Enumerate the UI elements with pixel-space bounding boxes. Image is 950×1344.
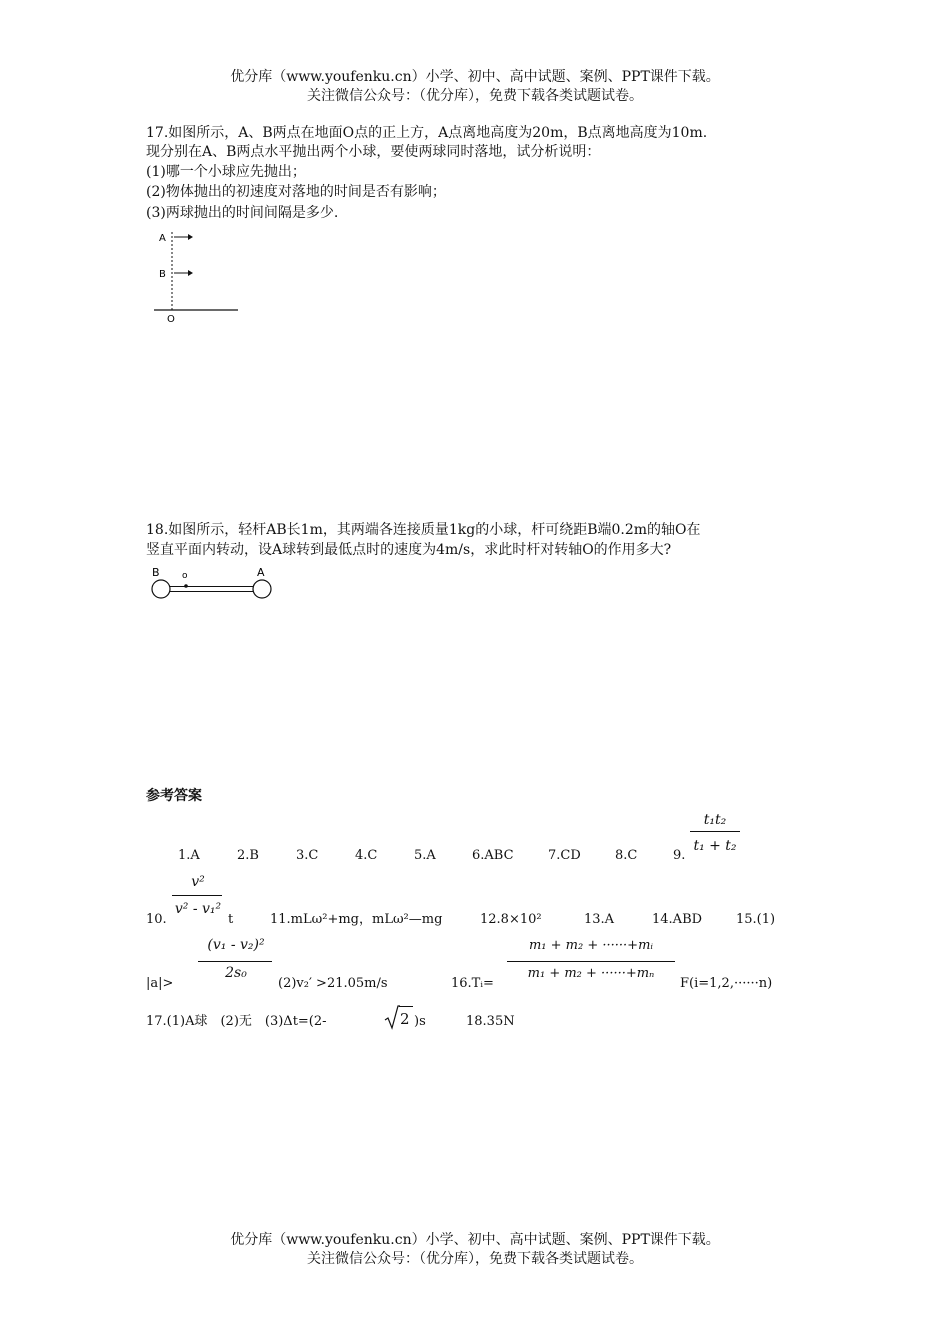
answer-16-numerator: m₁ + m₂ + ······+mᵢ [528,938,654,953]
axis-o-icon [184,584,188,588]
footer-line-2: 关注微信公众号：（优分库），免费下载各类试题试卷。 [307,1251,643,1267]
sqrt-sign-icon [384,1004,400,1030]
answer-15-prefix: |a|> [146,976,174,991]
q18-line-2: 竖直平面内转动，设A球转到最低点时的速度为4m/s，求此时杆对转轴O的作用多大? [146,542,672,558]
sqrt-bar [399,1006,413,1007]
answer-5: 5.A [414,848,436,863]
answer-13: 13.A [584,912,615,927]
answer-2: 2.B [237,848,259,863]
q17-line-2: 现分别在A、B两点水平抛出两个小球，要使两球同时落地，试分析说明： [146,144,601,160]
label-b: B [159,269,166,280]
q18-line-1: 18.如图所示，轻杆AB长1m，其两端各连接质量1kg的小球，杆可绕距B端0.2m的轴O在 [146,522,701,538]
fraction-bar [198,961,272,962]
answer-1: 1.A [178,848,200,863]
header-line-1: 优分库（www.youfenku.cn）小学、初中、高中试题、案例、PPT课件下载。 [230,69,720,85]
answer-16-tail: F(i=1,2,······n) [680,976,773,991]
answer-18: 18.35N [466,1014,515,1029]
answer-11: 11.mLω²+mg，mLω²—mg [270,912,443,927]
answer-15-numerator: (v₁ - v₂)² [207,937,265,953]
ball-a-icon [253,580,271,598]
q17-sub-2: (2)物体抛出的初速度对落地的时间是否有影响； [146,184,446,200]
label-b: B [152,566,160,579]
answer-16-prefix: 16.Tᵢ= [451,976,494,991]
answer-16-denominator: m₁ + m₂ + ······+mₙ [527,966,655,981]
arrow-b-head-icon [188,270,193,276]
q17-line-1: 17.如图所示，A、B两点在地面O点的正上方，A点离地高度为20m，B点离地高度为10m. [146,125,708,141]
q18-figure [146,563,276,605]
answer-8: 8.C [615,848,638,863]
answer-10-prefix: 10. [146,912,167,927]
answer-15-start: 15.(1) [736,912,776,927]
answer-17-b: )s [414,1014,426,1029]
answers-title: 参考答案 [146,788,202,804]
answer-17-sqrt-value: 2 [400,1010,410,1028]
label-a: A [159,233,166,244]
answer-3: 3.C [296,848,319,863]
answer-9-numerator: t₁t₂ [703,812,727,828]
answer-6: 6.ABC [472,848,514,863]
q17-figure [150,226,245,326]
answer-14: 14.ABD [652,912,703,927]
answer-12: 12.8×10² [480,912,542,927]
header-line-2: 关注微信公众号：（优分库），免费下载各类试题试卷。 [307,88,643,104]
q17-sub-1: (1)哪一个小球应先抛出； [146,164,306,180]
footer-line-1: 优分库（www.youfenku.cn）小学、初中、高中试题、案例、PPT课件下载。 [230,1232,720,1248]
arrow-a-head-icon [188,234,193,240]
answer-15-denominator: 2s₀ [225,965,247,981]
label-o: o [182,571,188,581]
answer-10-numerator: v² [191,874,205,890]
fraction-bar [507,961,675,962]
answer-9: 9. [673,848,686,863]
label-o: O [167,314,175,325]
fraction-bar [690,831,740,832]
answer-4: 4.C [355,848,378,863]
fraction-bar [172,895,222,896]
answer-9-denominator: t₁ + t₂ [693,838,737,854]
label-a: A [257,566,265,579]
answer-15-part2: (2)v₂′ >21.05m/s [278,976,388,991]
answer-10-denominator: v² - v₁² [174,901,222,917]
q17-sub-3: (3)两球抛出的时间间隔是多少. [146,205,339,221]
answer-7: 7.CD [548,848,581,863]
ball-b-icon [152,580,170,598]
answer-10-t: t [228,912,234,927]
answer-17-a: 17.(1)A球 (2)无 (3)Δt=(2- [146,1014,327,1029]
